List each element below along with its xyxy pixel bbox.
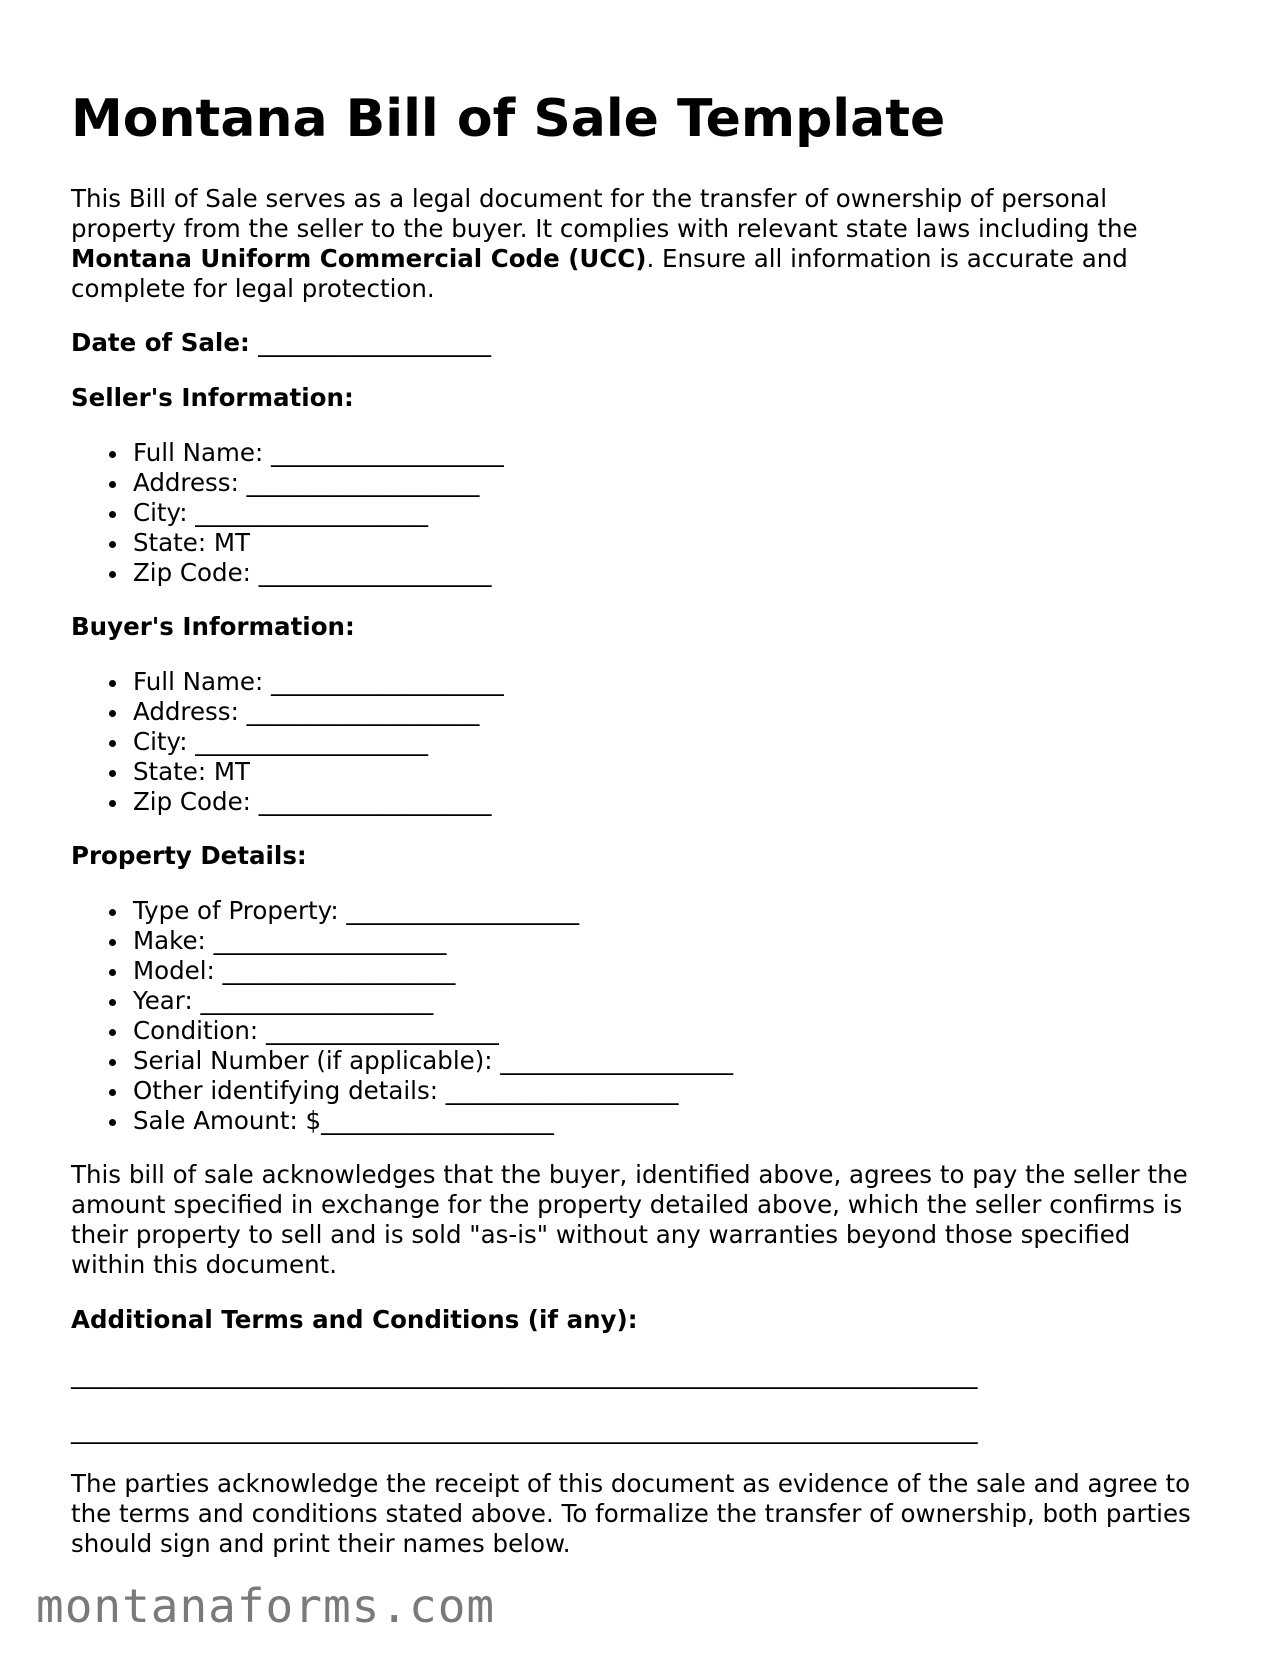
date-of-sale-row — [71, 328, 491, 358]
buyer-address-field[interactable]: Address: ___________________ — [71, 697, 504, 727]
seller-heading: Seller's Information: — [71, 383, 354, 412]
seller-zip-field[interactable]: Zip Code: ___________________ — [71, 558, 504, 588]
property-make-field[interactable]: Make: ___________________ — [71, 926, 733, 956]
seller-full-name-field[interactable]: Full Name: ___________________ — [71, 438, 504, 468]
additional-terms-heading: Additional Terms and Conditions (if any): — [71, 1305, 638, 1334]
buyer-full-name-field[interactable]: Full Name: ___________________ — [71, 667, 504, 697]
date-of-sale-label: Date of Sale: — [71, 328, 250, 357]
buyer-fields-list — [71, 667, 504, 817]
additional-terms-line-2[interactable]: __________________________________________________________________________ — [71, 1415, 978, 1444]
seller-city-field[interactable]: City: ___________________ — [71, 498, 504, 528]
property-serial-number-field[interactable]: Serial Number (if applicable): ___________________ — [71, 1046, 733, 1076]
seller-fields-list — [71, 438, 504, 588]
buyer-city-field[interactable]: City: ___________________ — [71, 727, 504, 757]
property-year-field[interactable]: Year: ___________________ — [71, 986, 733, 1016]
property-other-details-field[interactable]: Other identifying details: ___________________ — [71, 1076, 733, 1106]
buyer-zip-field[interactable]: Zip Code: ___________________ — [71, 787, 504, 817]
closing-paragraph: The parties acknowledge the receipt of this document as evidence of the sale and agree to the terms and conditions stated above. To formalize the transfer of ownership, both parties should sign and print their names below. — [71, 1469, 1191, 1558]
intro-ucc-reference: Montana Uniform Commercial Code (UCC) — [71, 244, 647, 273]
buyer-heading: Buyer's Information: — [71, 612, 355, 641]
watermark-logo: montanaforms.com — [36, 1579, 496, 1633]
seller-state-field: State: MT — [71, 528, 504, 558]
property-fields-list — [71, 896, 733, 1136]
buyer-state-field: State: MT — [71, 757, 504, 787]
intro-text-start: This Bill of Sale serves as a legal document for the transfer of ownership of personal property from the seller to the buyer. It complies with relevant state laws including the — [71, 184, 1138, 243]
additional-terms-line-1[interactable]: __________________________________________________________________________ — [71, 1360, 978, 1389]
property-model-field[interactable]: Model: ___________________ — [71, 956, 733, 986]
property-sale-amount-field[interactable]: Sale Amount: $___________________ — [71, 1106, 733, 1136]
property-type-field[interactable]: Type of Property: ___________________ — [71, 896, 733, 926]
property-heading: Property Details: — [71, 841, 307, 870]
property-condition-field[interactable]: Condition: ___________________ — [71, 1016, 733, 1046]
intro-text-end: . Ensure all information is accurate and complete for legal protection. — [71, 244, 1128, 303]
intro-paragraph — [71, 184, 1211, 304]
acknowledgment-paragraph: This bill of sale acknowledges that the buyer, identified above, agrees to pay the seller the amount specified in exchange for the property detailed above, which the seller confirms is their property to sell and is sold "as-is" without any warranties beyond those specified within this document. — [71, 1160, 1188, 1279]
document-title: Montana Bill of Sale Template — [71, 89, 946, 149]
date-of-sale-blank[interactable]: ___________________ — [258, 328, 492, 357]
seller-address-field[interactable]: Address: ___________________ — [71, 468, 504, 498]
